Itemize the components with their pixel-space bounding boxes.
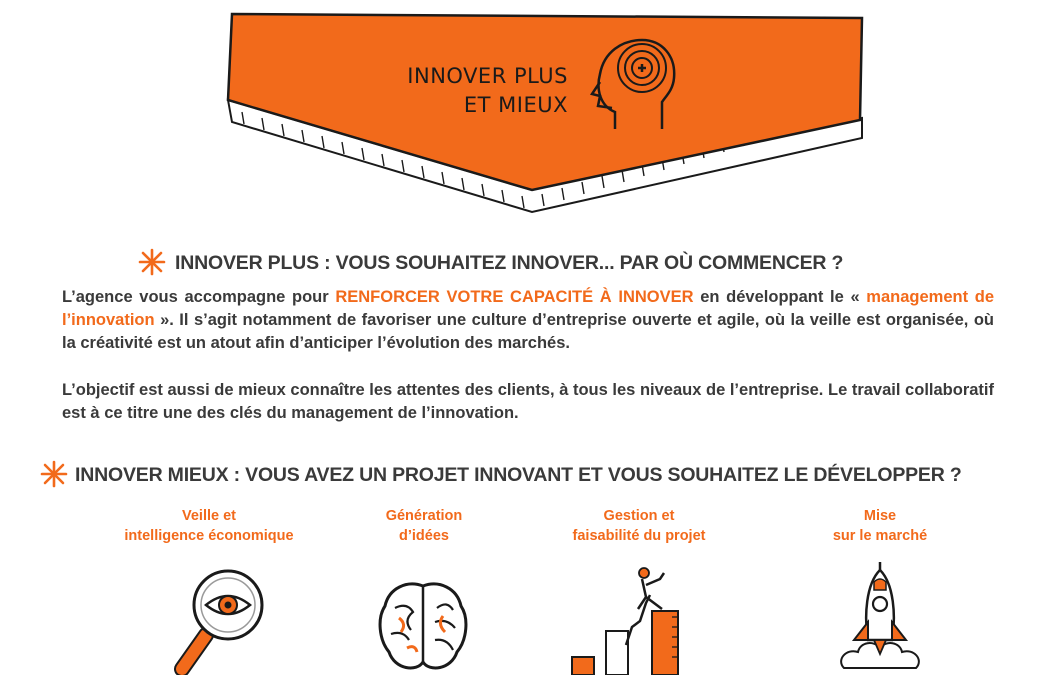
paragraph-text: ». Il s’agit notamment de favoriser une culture d’entreprise ouverte et agile, où la veille est organisée, où la créativité est un atout afin d’anticiper l’évolution des marchés. (62, 311, 994, 352)
step-label-mise-sur-le-marche (810, 506, 950, 546)
step-label-veille (109, 506, 309, 546)
step-label-line: Mise (863, 508, 897, 524)
head-spiral-icon (590, 34, 680, 134)
paragraph-text: en développant le « (693, 288, 867, 306)
climbing-bars-icon (566, 565, 696, 675)
step-label-line: intelligence économique (124, 528, 294, 544)
star-icon (40, 460, 68, 488)
step-label-generation (354, 506, 494, 546)
highlight-management: management de l’innovation (62, 288, 995, 329)
section-title-innover-mieux: INNOVER MIEUX : VOUS AVEZ UN PROJET INNOVANT ET VOUS SOUHAITEZ LE DÉVELOPPER ? (75, 464, 962, 486)
banner-line-1: INNOVER PLUS (407, 64, 568, 88)
section-title-innover-plus: INNOVER PLUS : VOUS SOUHAITEZ INNOVER... PAR OÙ COMMENCER ? (175, 252, 844, 274)
step-label-line: faisabilité du projet (572, 528, 706, 544)
magnifier-eye-icon (168, 565, 268, 675)
banner-line-2: ET MIEUX (463, 93, 568, 117)
rocket-icon (830, 560, 930, 675)
step-label-line: sur le marché (832, 528, 928, 544)
step-label-line: Veille et (181, 508, 236, 524)
paragraph-innover-plus-1 (62, 286, 994, 355)
star-icon (138, 248, 166, 276)
banner-title (378, 62, 568, 120)
step-label-gestion (554, 506, 724, 546)
step-label-line: d’idées (399, 528, 449, 544)
highlight-capacite: RENFORCER VOTRE CAPACITÉ À INNOVER (335, 288, 694, 306)
brain-icon (377, 578, 469, 675)
step-label-line: Gestion et (603, 508, 675, 524)
step-label-line: Génération (385, 508, 463, 524)
paragraph-text: L’agence vous accompagne pour (62, 288, 336, 306)
paragraph-innover-plus-2: L’objectif est aussi de mieux connaître les attentes des clients, à tous les niveaux de l’entreprise. Le travail collaboratif est à ce titre une des clés du management de l’innovation. (62, 381, 994, 422)
